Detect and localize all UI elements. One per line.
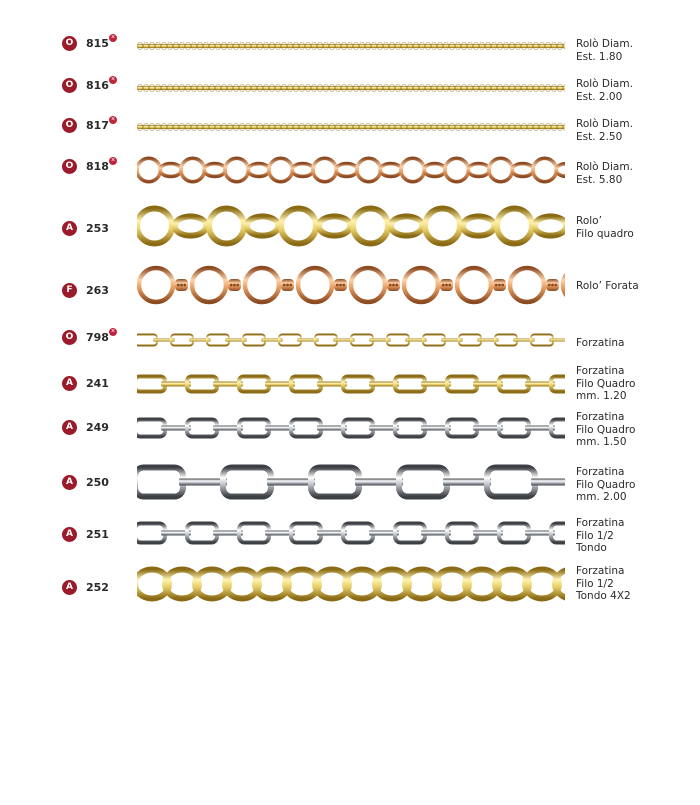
type-badge: O xyxy=(62,118,77,133)
description-line: Forzatina xyxy=(576,365,625,377)
chain-image xyxy=(137,464,565,500)
type-badge: O xyxy=(62,78,77,93)
description-line: Rolo’ xyxy=(576,215,602,227)
description-line: Est. 5.80 xyxy=(576,173,623,186)
item-code: 815 xyxy=(86,37,109,50)
type-badge: A xyxy=(62,475,77,490)
description-line: Filo quadro xyxy=(576,227,634,240)
chain-image xyxy=(137,417,565,439)
type-badge: O xyxy=(62,36,77,51)
x-mark-icon: × xyxy=(110,157,116,164)
item-code: 249 xyxy=(86,421,109,434)
chain-image xyxy=(137,156,565,184)
item-description xyxy=(576,38,694,63)
item-code: 817 xyxy=(86,119,109,132)
description-line: Rolò Diam. xyxy=(576,118,633,130)
description-line: Tondo 4X2 xyxy=(576,590,631,602)
description-line: Est. 2.00 xyxy=(576,90,623,103)
item-code: 252 xyxy=(86,581,109,594)
chain-image xyxy=(137,40,565,52)
type-badge: A xyxy=(62,527,77,542)
item-code: 253 xyxy=(86,222,109,235)
description-line: mm. 1.20 xyxy=(576,390,627,402)
chain-image xyxy=(137,521,565,545)
description-line: Rolò Diam. xyxy=(576,161,633,173)
item-description xyxy=(576,215,694,240)
item-code: 263 xyxy=(86,284,109,297)
chain-image xyxy=(137,566,565,602)
item-code: 250 xyxy=(86,476,109,489)
type-badge: A xyxy=(62,376,77,391)
chain-image xyxy=(137,205,565,247)
x-mark-icon: × xyxy=(110,116,116,123)
description-line: mm. 1.50 xyxy=(576,436,627,448)
description-line: Rolo’ Forata xyxy=(576,280,639,292)
item-description xyxy=(576,337,694,350)
description-line: Filo 1/2 xyxy=(576,577,614,590)
type-badge: A xyxy=(62,221,77,236)
item-description xyxy=(576,280,694,293)
item-description xyxy=(576,365,694,403)
item-description xyxy=(576,118,694,143)
item-code: 798 xyxy=(86,331,109,344)
item-description xyxy=(576,517,694,555)
description-line: Rolò Diam. xyxy=(576,78,633,90)
item-code: 241 xyxy=(86,377,109,390)
type-badge: F xyxy=(62,283,77,298)
item-description xyxy=(576,411,694,449)
x-mark-icon: × xyxy=(110,328,116,335)
description-line: Filo Quadro xyxy=(576,423,636,436)
description-line: Rolò Diam. xyxy=(576,38,633,50)
item-code: 816 xyxy=(86,79,109,92)
description-line: Filo Quadro xyxy=(576,377,636,390)
description-line: Forzatina xyxy=(576,411,625,423)
item-description xyxy=(576,565,694,603)
description-line: Est. 2.50 xyxy=(576,130,623,143)
chain-image xyxy=(137,82,565,94)
description-line: mm. 2.00 xyxy=(576,491,627,503)
description-line: Forzatina xyxy=(576,517,625,529)
description-line: Forzatina xyxy=(576,337,625,349)
item-code: 818 xyxy=(86,160,109,173)
chain-image xyxy=(137,374,565,394)
type-badge: A xyxy=(62,580,77,595)
description-line: Forzatina xyxy=(576,466,625,478)
item-description xyxy=(576,466,694,504)
x-mark-icon: × xyxy=(110,34,116,41)
description-line: Forzatina xyxy=(576,565,625,577)
chain-image xyxy=(137,265,565,305)
description-line: Tondo xyxy=(576,542,607,554)
description-line: Filo Quadro xyxy=(576,478,636,491)
item-description xyxy=(576,161,694,186)
item-description xyxy=(576,78,694,103)
type-badge: O xyxy=(62,159,77,174)
x-mark-icon: × xyxy=(110,76,116,83)
description-line: Est. 1.80 xyxy=(576,50,623,63)
chain-image xyxy=(137,333,565,347)
chain-image xyxy=(137,121,565,133)
description-line: Filo 1/2 xyxy=(576,529,614,542)
item-code: 251 xyxy=(86,528,109,541)
type-badge: A xyxy=(62,420,77,435)
type-badge: O xyxy=(62,330,77,345)
